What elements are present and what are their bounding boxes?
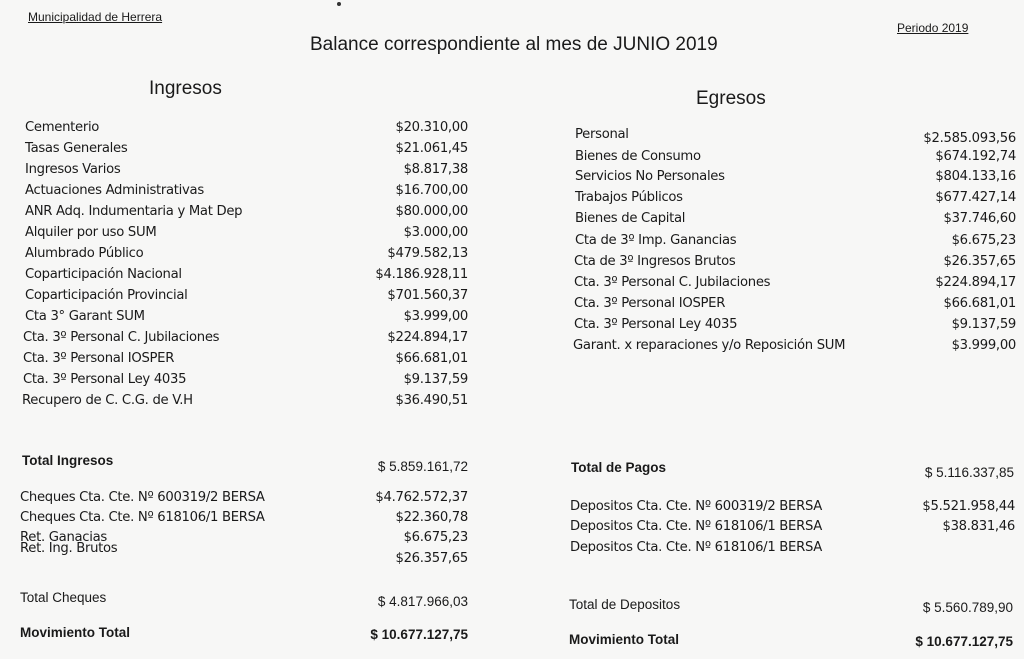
item-label: Depositos Cta. Cte. Nº 618106/1 BERSA xyxy=(570,540,822,555)
ingresos-list xyxy=(22,118,468,418)
item-value: $9.137,59 xyxy=(951,317,1016,332)
item-value: $3.000,00 xyxy=(403,225,468,240)
list-item xyxy=(575,209,1016,229)
list-item xyxy=(570,497,1015,517)
item-value: $677.427,14 xyxy=(935,190,1016,205)
item-value: $38.831,46 xyxy=(942,519,1015,534)
item-label: Recupero de C. C.G. de V.H xyxy=(22,393,193,408)
item-label: Trabajos Públicos xyxy=(575,190,683,205)
item-label: Cta. 3º Personal Ley 4035 xyxy=(574,317,738,332)
item-value: $36.490,51 xyxy=(395,393,468,408)
list-item xyxy=(575,188,1016,208)
item-value: $224.894,17 xyxy=(387,330,468,345)
item-label: ANR Adq. Indumentaria y Mat Dep xyxy=(25,204,243,219)
item-value: $8.817,38 xyxy=(403,162,468,177)
list-item xyxy=(20,541,468,569)
list-item xyxy=(574,315,1016,335)
item-label: Garant. x reparaciones y/o Reposición SUM xyxy=(573,338,846,353)
item-label: Cementerio xyxy=(25,120,100,135)
list-item xyxy=(575,125,1016,145)
item-label: Cta. 3º Personal Ley 4035 xyxy=(23,372,187,387)
item-value: $4.186.928,11 xyxy=(375,267,468,282)
item-value: $4.762.572,37 xyxy=(375,490,468,505)
total-pagos-row xyxy=(571,458,1014,478)
item-value: $804.133,16 xyxy=(935,169,1016,184)
list-item xyxy=(575,147,1016,167)
item-value: $26.357,65 xyxy=(395,551,468,566)
list-item xyxy=(25,244,468,264)
item-value: $701.560,37 xyxy=(387,288,468,303)
total-depositos-row xyxy=(569,595,1013,615)
list-item xyxy=(25,181,468,201)
depositos-list xyxy=(570,497,1015,561)
item-label: Bienes de Consumo xyxy=(575,149,701,164)
list-item xyxy=(20,508,468,528)
item-value: $9.137,59 xyxy=(403,372,468,387)
scan-speck xyxy=(337,2,341,6)
cheques-list xyxy=(20,488,468,578)
item-label: Alquiler por uso SUM xyxy=(25,225,157,240)
item-label: Cta. 3º Personal IOSPER xyxy=(574,296,726,311)
total-cheques-value: $ 4.817.966,03 xyxy=(377,594,468,609)
item-label: Depositos Cta. Cte. Nº 600319/2 BERSA xyxy=(570,499,822,514)
movimiento-total-value: $ 10.677.127,75 xyxy=(370,627,468,642)
item-value: $37.746,60 xyxy=(943,211,1016,226)
item-label: Cta. 3º Personal C. Jubilaciones xyxy=(574,275,771,290)
document-title: Balance correspondiente al mes de JUNIO 2019 xyxy=(310,34,718,55)
item-value: $3.999,00 xyxy=(403,309,468,324)
list-item xyxy=(574,252,1016,272)
item-label: Ret. Ing. Brutos xyxy=(20,541,118,556)
total-depositos-value: $ 5.560.789,90 xyxy=(922,600,1013,615)
list-item xyxy=(25,223,468,243)
movimiento-total-egresos-row xyxy=(569,630,1013,650)
egresos-list xyxy=(575,125,1016,365)
item-value: $6.675,23 xyxy=(951,233,1016,248)
total-ingresos-label: Total Ingresos xyxy=(22,453,114,468)
list-item xyxy=(573,336,1016,356)
item-value: $6.675,23 xyxy=(403,530,468,545)
period-label: Periodo 2019 xyxy=(897,21,969,35)
item-label: Cta de 3º Ingresos Brutos xyxy=(574,254,736,269)
municipality-name: Municipalidad de Herrera xyxy=(28,10,163,24)
total-cheques-row xyxy=(20,588,468,608)
list-item xyxy=(570,517,1015,537)
item-label: Actuaciones Administrativas xyxy=(25,183,204,198)
item-label: Cheques Cta. Cte. Nº 618106/1 BERSA xyxy=(20,510,265,525)
list-item xyxy=(574,294,1016,314)
list-item xyxy=(23,328,468,348)
total-cheques-label: Total Cheques xyxy=(20,590,107,605)
list-item xyxy=(25,118,468,138)
item-label: Tasas Generales xyxy=(25,141,128,156)
total-ingresos-row xyxy=(22,451,468,474)
list-item xyxy=(20,488,468,508)
list-item xyxy=(23,349,468,369)
item-label: Cta de 3º Imp. Ganancias xyxy=(575,233,737,248)
item-label: Ret. Ganacias xyxy=(20,530,107,545)
list-item xyxy=(22,391,468,411)
item-value: $66.681,01 xyxy=(943,296,1016,311)
item-value: $21.061,45 xyxy=(395,141,468,156)
item-label: Coparticipación Nacional xyxy=(25,267,182,282)
item-value: $66.681,01 xyxy=(395,351,468,366)
total-depositos-label: Total de Depositos xyxy=(569,597,681,612)
list-item xyxy=(574,273,1016,293)
list-item xyxy=(25,139,468,159)
movimiento-total-label: Movimiento Total xyxy=(569,632,679,647)
ingresos-heading: Ingresos xyxy=(149,78,222,99)
item-value: $3.999,00 xyxy=(951,338,1016,353)
item-label: Alumbrado Público xyxy=(25,246,144,261)
total-pagos-value: $ 5.116.337,85 xyxy=(924,465,1014,480)
item-value: $26.357,65 xyxy=(943,254,1016,269)
list-item xyxy=(570,538,1015,558)
list-item xyxy=(575,231,1016,251)
item-label: Cta. 3º Personal IOSPER xyxy=(23,351,175,366)
list-item xyxy=(25,160,468,180)
item-value: $479.582,13 xyxy=(387,246,468,261)
item-label: Depositos Cta. Cte. Nº 618106/1 BERSA xyxy=(570,519,822,534)
egresos-heading: Egresos xyxy=(696,88,766,109)
item-value: $80.000,00 xyxy=(395,204,468,219)
movimiento-total-ingresos-row xyxy=(20,623,468,643)
item-label: Personal xyxy=(575,127,629,142)
item-value: $22.360,78 xyxy=(395,510,468,525)
item-value: $674.192,74 xyxy=(935,149,1016,164)
item-label: Ingresos Varios xyxy=(25,162,121,177)
list-item xyxy=(25,286,468,306)
item-value: $16.700,00 xyxy=(395,183,468,198)
item-value: $2.585.093,56 xyxy=(923,131,1016,146)
item-label: Bienes de Capital xyxy=(575,211,686,226)
item-label: Coparticipación Provincial xyxy=(25,288,188,303)
total-pagos-label: Total de Pagos xyxy=(571,460,667,475)
movimiento-total-value: $ 10.677.127,75 xyxy=(915,634,1013,649)
item-value: $5.521.958,44 xyxy=(922,499,1015,514)
item-label: Cta. 3º Personal C. Jubilaciones xyxy=(23,330,220,345)
item-value: $20.310,00 xyxy=(395,120,468,135)
list-item xyxy=(25,202,468,222)
list-item xyxy=(25,307,468,327)
item-label: Cta 3° Garant SUM xyxy=(25,309,145,324)
movimiento-total-label: Movimiento Total xyxy=(20,625,130,640)
item-label: Servicios No Personales xyxy=(575,169,725,184)
list-item xyxy=(23,370,468,390)
list-item xyxy=(25,265,468,285)
list-item xyxy=(575,167,1016,187)
total-ingresos-value: $ 5.859.161,72 xyxy=(377,459,468,474)
item-label: Cheques Cta. Cte. Nº 600319/2 BERSA xyxy=(20,490,265,505)
item-value: $224.894,17 xyxy=(935,275,1016,290)
